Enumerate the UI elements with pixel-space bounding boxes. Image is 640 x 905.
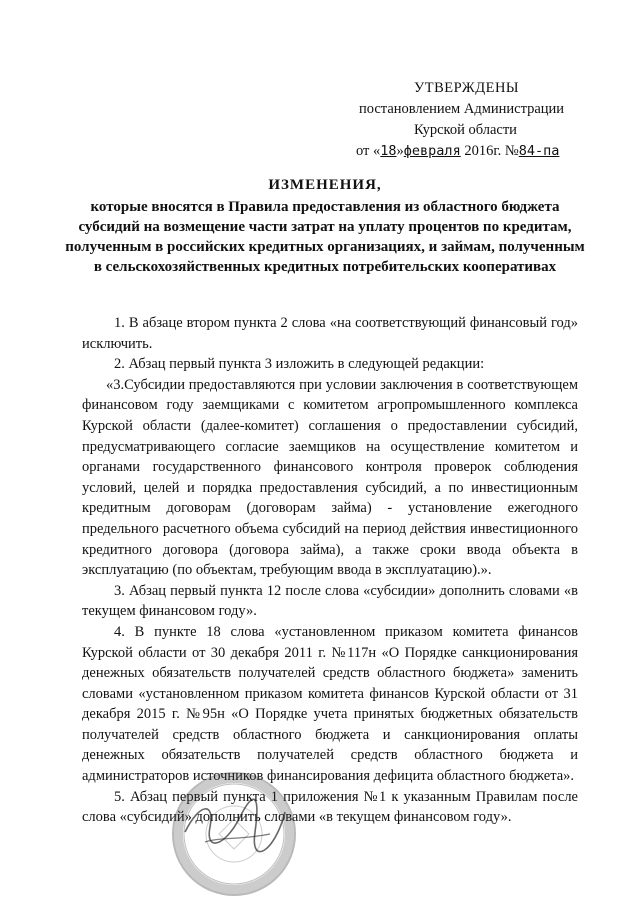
paragraph-2-quote: «3.Субсидии предоставляются при условии заключения в соответствующем финансовом году заемщиками с комитетом агропромышленного комплекса Курской области (далее-комитет) соглашения о предоставлении субсидий, предусматривающего согласие заемщиков на осуществление комитетом и органами государственного финансового контроля проверок соблюдения условий, целей и порядка предоставления субсидий, а по инвестиционным кредитным договорам (договорам займа) - установление ежегодного предельного расчетного объема субсидий на период действия инвестиционного кредитного договора (договора займа), а также сроки ввода объекта в эксплуатацию (по объектам, требующим ввода в эксплуатацию).». <box>82 376 578 579</box>
document-body <box>82 313 578 828</box>
paragraph-4: 4. В пункте 18 слова «установленном приказом комитета финансов Курской области от 30 декабря 2011 г. №117н «О Порядке санкционирования денежных обязательств получателей средств областного бюджета» заменить словами «установленном приказом комитета финансов Курской области от 31 декабря 2015 г. №95н «О Порядке учета принятых бюджетных обязательств получателей средств областного бюджета и санкционирования оплаты денежных обязательств получателей средств областного бюджета и администраторов источников финансирования дефицита областного бюджета». <box>82 623 578 785</box>
approval-day: 18 <box>380 143 397 159</box>
date-mid: » <box>396 143 404 159</box>
date-prefix: от « <box>356 143 381 159</box>
approval-number: 84-па <box>518 143 560 159</box>
title-subtitle: которые вносятся в Правила предоставления из областного бюджета субсидий на возмещение части затрат на уплату процентов по кредитам, полученным в российских кредитных организациях, и займам, полученным в сельскохозяйственных кредитных потребительских кооперативах <box>65 199 585 275</box>
paragraph-1: 1. В абзаце втором пункта 2 слова «на соответствующий финансовый год» исключить. <box>82 315 578 352</box>
title-heading: ИЗМЕНЕНИЯ, <box>268 177 382 193</box>
approval-issuer: постановлением Администрации <box>359 101 565 117</box>
approval-month: февраля <box>403 143 461 159</box>
document-title <box>60 175 590 277</box>
paragraph-5: 5. Абзац первый пункта 1 приложения №1 к указанным Правилам после слова «субсидий» дополнить словами «в текущем финансовом году». <box>82 788 578 826</box>
approval-year: 2016г. № <box>460 143 519 159</box>
paragraph-3: 3. Абзац первый пункта 12 после слова «субсидии» дополнить словами «в текущем финансовом году». <box>82 582 578 620</box>
approval-heading: УТВЕРЖДЕНЫ <box>414 80 520 96</box>
approval-region: Курской области <box>414 122 517 138</box>
approval-date-line <box>356 141 616 162</box>
approval-block <box>356 78 616 162</box>
paragraph-2: 2. Абзац первый пункта 3 изложить в следующей редакции: <box>114 356 485 373</box>
